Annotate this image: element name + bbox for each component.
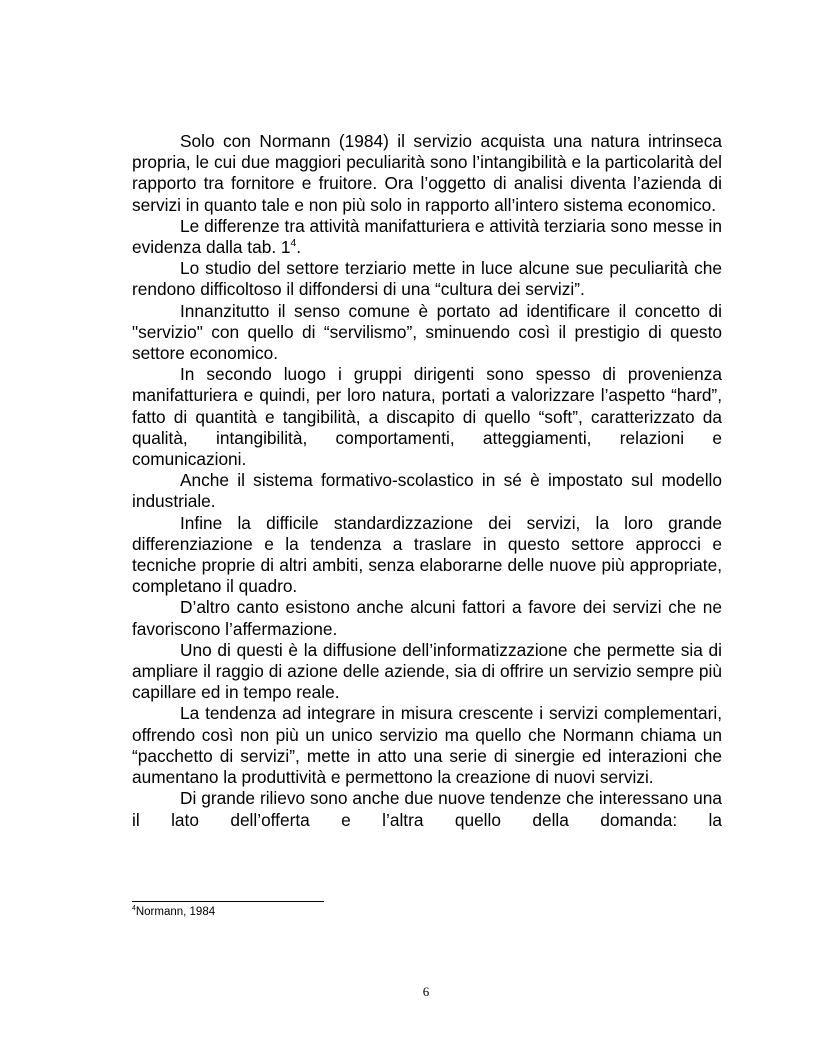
- footnote: [132, 905, 215, 919]
- paragraph: Infine la difficile standardizzazione dei servizi, la loro grande differenziazione e la tendenza a traslare in questo settore approcci e tecniche proprie di altri ambiti, senza elaborarne delle nuove più appropriate, completano il quadro.: [132, 512, 722, 597]
- paragraph-text-end: .: [296, 237, 302, 258]
- footnote-number: 4: [132, 905, 136, 913]
- paragraph: In secondo luogo i gruppi dirigenti sono spesso di provenienza manifatturiera e quindi, per loro natura, portati a valorizzare l’aspetto “hard”, fatto di quantità e tangibilità, a discapito di quello “soft”, caratterizzato da qualità, intangibilità, comportamenti, atteggiamenti, relazioni e comunicazioni.: [132, 364, 722, 470]
- paragraph: Lo studio del settore terziario mette in luce alcune sue peculiarità che rendono difficoltoso il diffondersi di una “cultura dei servizi”.: [132, 258, 722, 300]
- footnote-text: Normann, 1984: [135, 906, 216, 918]
- body-text: [132, 131, 722, 831]
- footnote-divider: [132, 901, 324, 902]
- paragraph: La tendenza ad integrare in misura crescente i servizi complementari, offrendo così non più un unico servizio ma quello che Normann chiama un “pacchetto di servizi”, mette in atto una serie di sinergie ed interazioni che aumentano la produttività e permettono la creazione di nuovi servizi.: [132, 703, 722, 788]
- paragraph: Anche il sistema formativo-scolastico in sé è impostato sul modello industriale.: [132, 470, 722, 512]
- page-number: 6: [422, 984, 430, 999]
- footnote-reference: 4: [290, 238, 297, 250]
- paragraph: Solo con Normann (1984) il servizio acquista una natura intrinseca propria, le cui due maggiori peculiarità sono l’intangibilità e la particolarità del rapporto tra fornitore e fruitore. Ora l’oggetto di analisi diventa l’azienda di servizi in quanto tale e non più solo in rapporto all’intero sistema economico.: [132, 131, 722, 215]
- paragraph: D’altro canto esistono anche alcuni fattori a favore dei servizi che ne favoriscono l’affermazione.: [132, 597, 722, 639]
- paragraph: Di grande rilievo sono anche due nuove tendenze che interessano una il lato dell’offerta e l’altra quello della domanda: la: [132, 788, 722, 830]
- paragraph: [132, 216, 722, 258]
- paragraph: Innanzitutto il senso comune è portato ad identificare il concetto di "servizio" con quello di “servilismo”, sminuendo così il prestigio di questo settore economico.: [132, 300, 722, 364]
- paragraph: Uno di questi è la diffusione dell’informatizzazione che permette sia di ampliare il raggio di azione delle aziende, sia di offrire un servizio sempre più capillare ed in tempo reale.: [132, 639, 722, 703]
- paragraph-text: Le differenze tra attività manifatturiera e attività terziaria sono messe in evidenza dalla tab. 1: [132, 215, 722, 258]
